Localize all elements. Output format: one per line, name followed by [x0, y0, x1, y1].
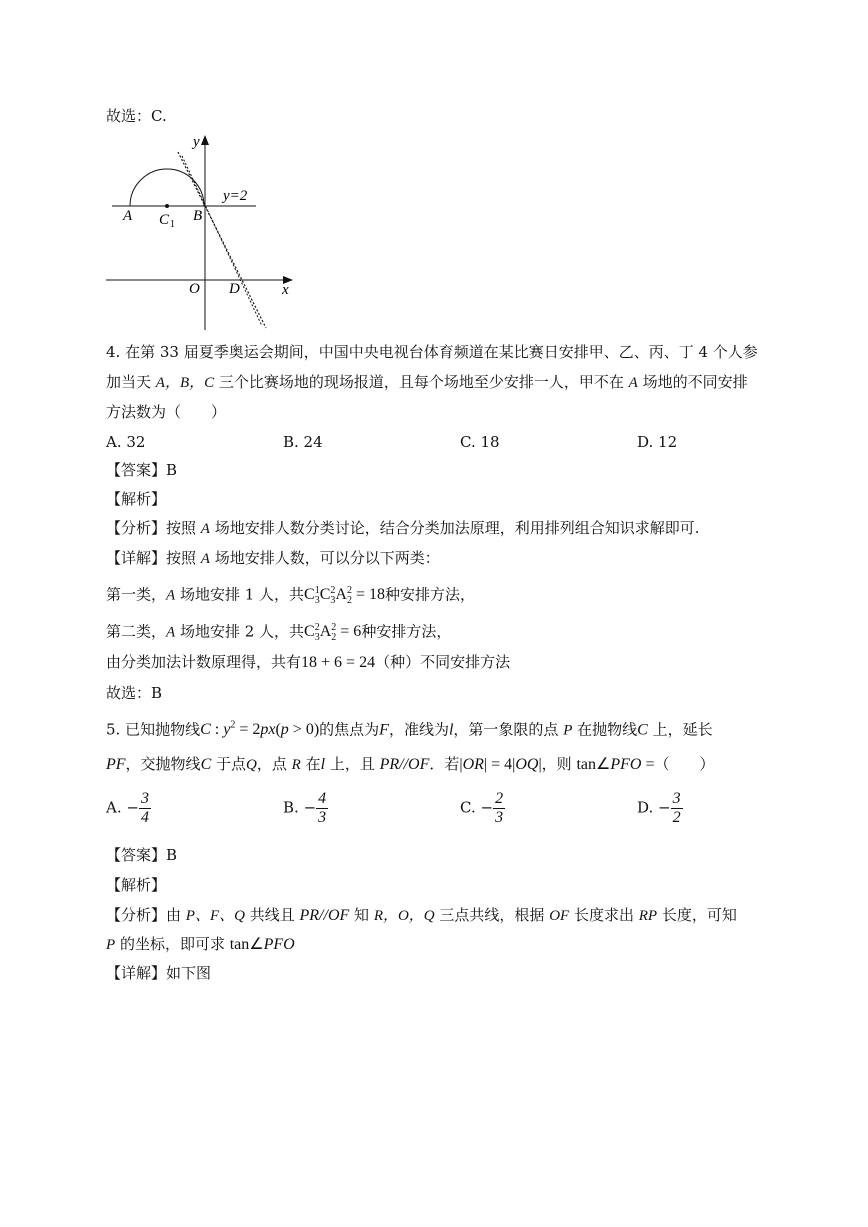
point-d-label: D	[229, 281, 240, 297]
q4-stem-line3: 方法数为（ ）	[106, 403, 227, 421]
point-b-label: B	[193, 208, 203, 224]
point-a-label: A	[123, 208, 133, 224]
q5-analysis-label: 【解析】	[106, 876, 167, 894]
q4-conclusion: 故选：B	[106, 684, 163, 702]
q5-fenxi-line2: P 的坐标，即可求 tan∠PFO	[106, 935, 295, 953]
prev-conclusion: 故选：C.	[106, 107, 167, 125]
q5-stem-line2: PF，交抛物线C 于点Q，点 R 在l 上，且 PR//OF．若|OR| = 4|OQ|，则 tan∠PFO =（ ）	[106, 755, 715, 773]
q5-stem-line1: 5. 已知抛物线C : $y^2 = 2px(p > 0)$的焦点为F，准线为l，第一象限的点 P 在抛物线C 上，延长	[106, 720, 713, 739]
q4-total: 由分类加法计数原理得，共有18 + 6 = 24（种）不同安排方法	[106, 653, 511, 671]
line-label: y=2	[223, 188, 248, 204]
q5-xiangjie: 【详解】如下图	[106, 964, 212, 982]
x-axis-label: x	[282, 282, 289, 298]
q4-xiangjie: 【详解】按照 A 场地安排人数，可以分以下两类：	[106, 549, 440, 567]
point-c-subscript: 1	[170, 219, 175, 230]
q5-option-c: C. − $\frac{2}{3}$	[460, 790, 504, 826]
q5-option-d: D. − $\frac{3}{2}$	[637, 790, 681, 826]
q4-answer: 【答案】B	[106, 461, 178, 479]
q4-option-d: D. 12	[637, 433, 678, 451]
q4-fenxi: 【分析】按照 A 场地安排人数分类讨论，结合分类加法原理，利用排列组合知识求解即可.	[106, 519, 700, 537]
q5-option-b: B. − $\frac{4}{3}$	[283, 790, 327, 826]
q5-answer: 【答案】B	[106, 846, 178, 864]
q4-case1-formula: $C_3^1C_3^2A_2^2 = 18$	[304, 585, 385, 607]
q4-case1: 第一类，A 场地安排 1 人，共$C_3^1C_3^2A_2^2 = 18$种安排方法，	[106, 585, 475, 607]
q5-option-a: A. − $\frac{3}{4}$	[106, 790, 149, 826]
q4-option-b: B. 24	[283, 433, 323, 451]
point-c-label: C	[159, 212, 170, 228]
q4-case2: 第二类，A 场地安排 2 人，共$C_3^2A_2^2 = 6$种安排方法，	[106, 622, 452, 644]
q4-option-c: C. 18	[460, 433, 500, 451]
origin-label: O	[189, 281, 200, 297]
q4-case2-formula: $C_3^2A_2^2 = 6$	[304, 622, 362, 644]
y-axis-label: y	[193, 134, 200, 150]
q4-option-a: A. 32	[106, 433, 146, 451]
coordinate-figure	[104, 132, 294, 332]
q4-analysis-label: 【解析】	[106, 490, 167, 508]
q4-stem-line2: 加当天 A，B，C 三个比赛场地的现场报道，且每个场地至少安排一人，甲不在 A 场地的不同安排	[106, 373, 748, 391]
q5-fenxi-line1: 【分析】由 P、F、Q 共线且 PR//OF 知 R，O，Q 三点共线，根据 OF 长度求出 RP 长度，可知	[106, 906, 737, 924]
q4-stem-line1: 4. 在第 33 届夏季奥运会期间，中国中央电视台体育频道在某比赛日安排甲、乙、丙、丁 4 个人参	[106, 343, 758, 361]
